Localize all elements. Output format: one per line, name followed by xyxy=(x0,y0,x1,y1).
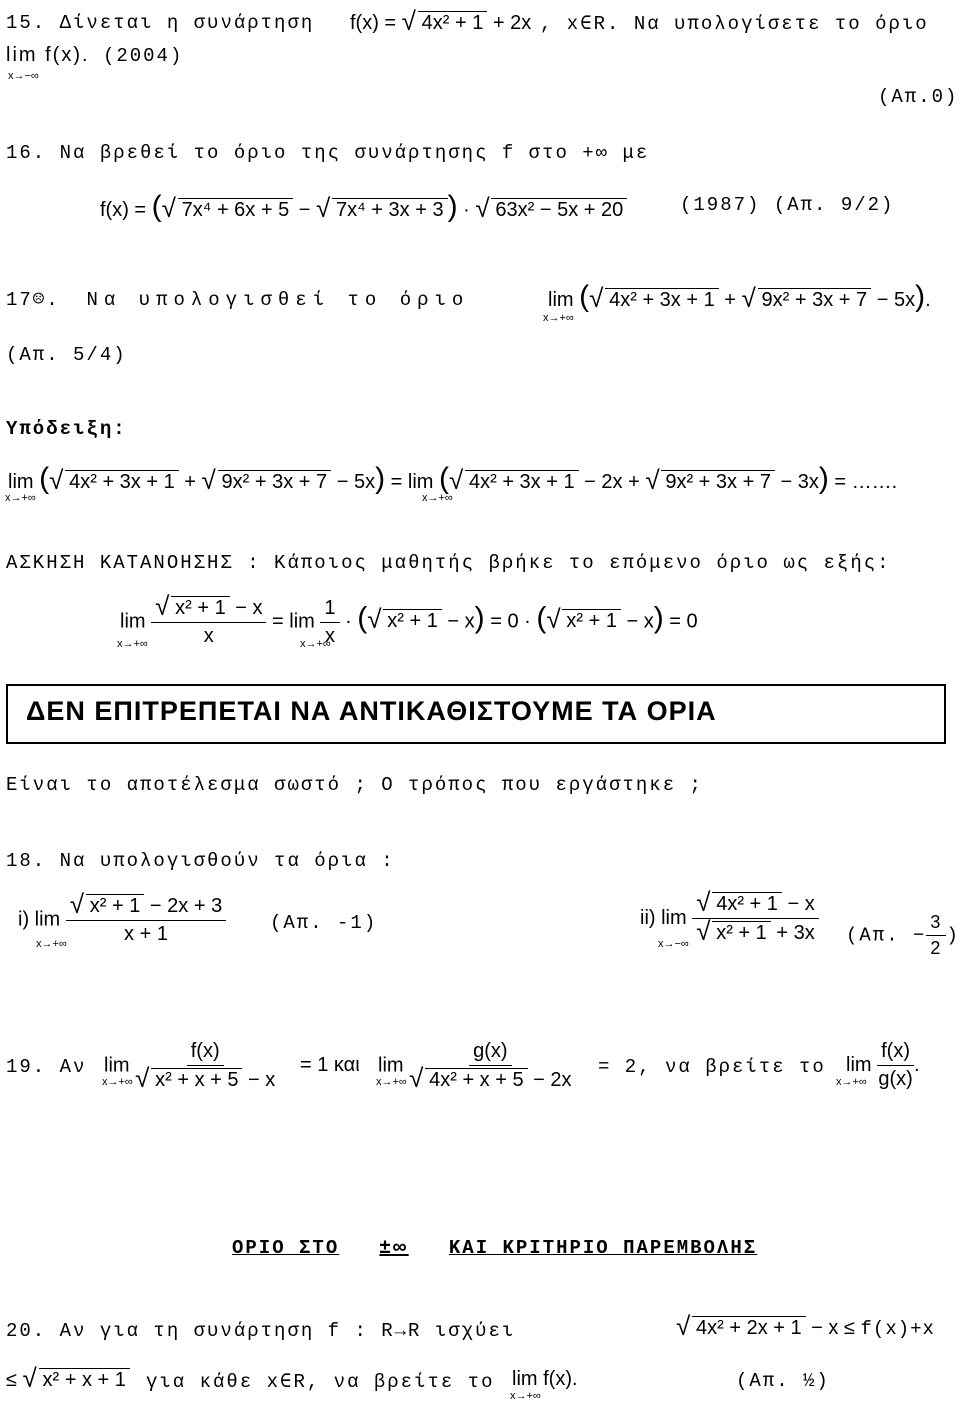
limit-label: ii) lim xyxy=(640,906,687,929)
end-period: . xyxy=(914,1053,920,1076)
formula-18-i: i) lim √ $\frac{\text{x² + 1 − 2x + 3}}{x + 1}$ xyxy=(18,894,226,946)
formula-18-ii: ii) lim √ 4x² + 1 − x √ x² + 1 + 3x xyxy=(640,892,819,945)
problem-18-text: 18. Να υπολογισθούν τα όρια : xyxy=(6,850,395,872)
answer xyxy=(846,912,960,959)
limit-label: i) lim xyxy=(18,908,61,931)
numerator: f(x) xyxy=(187,1040,224,1066)
answer-denominator: 2 xyxy=(930,938,943,958)
limit-subscript: x→+∞ xyxy=(422,492,453,504)
problem-text: για κάθε x∈R, να βρείτε το xyxy=(146,1371,495,1393)
limit-subscript: x→+∞ xyxy=(117,638,148,650)
question-text: Είναι το αποτέλεσμα σωστό ; Ο τρόπος που εργάστηκε ; xyxy=(6,774,703,796)
numerator: f(x) xyxy=(877,1040,914,1066)
problem-text: Να υπολογισθεί το όριο xyxy=(86,289,470,311)
problem-15-line1 xyxy=(6,12,314,34)
hint-label: Υπόδειξη: xyxy=(6,418,127,440)
comprehension-line xyxy=(6,552,891,574)
limit-subscript: x→−∞ xyxy=(8,70,39,82)
limit-subscript: x→+∞ xyxy=(102,1076,133,1088)
problem-16-text: 16. Να βρεθεί το όριο της συνάρτησης f στο +∞ με xyxy=(6,142,650,164)
numerator: g(x) xyxy=(469,1040,511,1066)
answer: (Απ.0) xyxy=(878,86,959,108)
year: (2004) xyxy=(102,45,184,67)
comprehension-formula: lim √ $\frac{\text{x² + 1 − x}}{x}$ = lim $\frac{1}{x}$ · (√ x² + 1 − x) = 0 · (√ x² + 1 − x) = 0 xyxy=(120,596,698,648)
answer: (Απ. ½) xyxy=(736,1370,830,1392)
limit-subscript: x→−∞ xyxy=(658,938,689,950)
denominator: g(x) xyxy=(878,1068,913,1090)
comprehension-title: ΑΣΚΗΣΗ ΚΑΤΑΝΟΗΣΗΣ xyxy=(6,552,234,574)
problem-text: = 1 και xyxy=(300,1054,360,1076)
limit-subscript: x→+∞ xyxy=(300,638,331,650)
section-title-pm: ±∞ xyxy=(379,1236,409,1258)
answer: (Απ. 5/4) xyxy=(6,344,127,366)
inequality-1: √ 4x² + 2x + 1 − x ≤ f(x)+x xyxy=(676,1316,935,1340)
inequality-2: ≤ √ x² + x + 1 xyxy=(6,1368,130,1392)
limit-subscript: x→+∞ xyxy=(836,1076,867,1088)
limit-subscript: x→+∞ xyxy=(376,1076,407,1088)
limit-subscript: x→+∞ xyxy=(5,492,36,504)
answer-prefix: (Απ. − xyxy=(846,924,927,947)
denominator: x + 1 xyxy=(124,923,168,945)
problem-text: , x∈R. Να υπολογίσετε το όριο xyxy=(540,13,929,35)
limit-expression: lim f(x). xyxy=(512,1368,578,1390)
section-title-part2: ΚΑΙ ΚΡΙΤΗΡΙΟ ΠΑΡΕΜΒΟΛΗΣ xyxy=(448,1237,758,1259)
problem-text: Δίνεται η συνάρτηση xyxy=(59,12,315,34)
problem-20-text: 20. Αν για τη συνάρτηση f : R→R ισχύει xyxy=(6,1320,516,1342)
problem-number: 15. xyxy=(6,12,47,34)
comprehension-text: : Κάποιος μαθητής βρήκε το επόμενο όριο ως εξής: xyxy=(247,552,891,574)
answer: (Απ. -1) xyxy=(270,912,378,934)
limit-expression: lim f(x). xyxy=(6,44,90,66)
warning-box xyxy=(6,684,946,744)
problem-17-line xyxy=(6,288,469,311)
answer-numerator: 3 xyxy=(926,912,946,936)
limit-subscript: x→+∞ xyxy=(510,1390,541,1402)
problem-text: = 2, να βρείτε το xyxy=(598,1056,826,1078)
section-title-part1: ΟΡΙΟ ΣΤΟ xyxy=(232,1237,340,1259)
formula-17: lim (√ 4x² + 3x + 1 + √ 9x² + 3x + 7 − 5x). xyxy=(548,280,931,314)
problem-15-line2 xyxy=(6,44,183,67)
hint-formula: lim (√ 4x² + 3x + 1 + √ 9x² + 3x + 7 − 5x) = lim (√ 4x² + 3x + 1 − 2x + √ 9x² + 3x + 7 − 3x) = ……. xyxy=(8,462,897,496)
section-title xyxy=(232,1236,757,1259)
problem-number: 17☹. xyxy=(6,289,60,311)
problem-19-text: 19. Αν xyxy=(6,1056,87,1078)
limit-subscript: x→+∞ xyxy=(543,312,574,324)
formula-19-f: lim f(x) √ x² + x + 5 − x xyxy=(104,1040,275,1092)
limit-subscript: x→+∞ xyxy=(36,938,67,950)
formula-19-quotient: lim $\frac{f(x)}{g(x)}$ . xyxy=(846,1040,920,1090)
formula-19-g: lim g(x) √ 4x² + x + 5 − 2x xyxy=(378,1040,572,1092)
formula-16: f(x) = (√ 7x⁴ + 6x + 5 − √ 7x⁴ + 3x + 3 ) · √ 63x² − 5x + 20 xyxy=(100,190,627,224)
warning-text: ΔΕΝ ΕΠΙΤΡΕΠΕΤΑΙ ΝΑ ΑΝΤΙΚΑΘΙΣΤΟΥΜΕ ΤΑ ΟΡΙΑ xyxy=(26,696,717,726)
year-answer: (1987) (Απ. 9/2) xyxy=(680,194,895,216)
formula-15: f(x) = √ 4x² + 1 + 2x xyxy=(350,11,531,35)
answer-suffix: ) xyxy=(946,924,960,947)
